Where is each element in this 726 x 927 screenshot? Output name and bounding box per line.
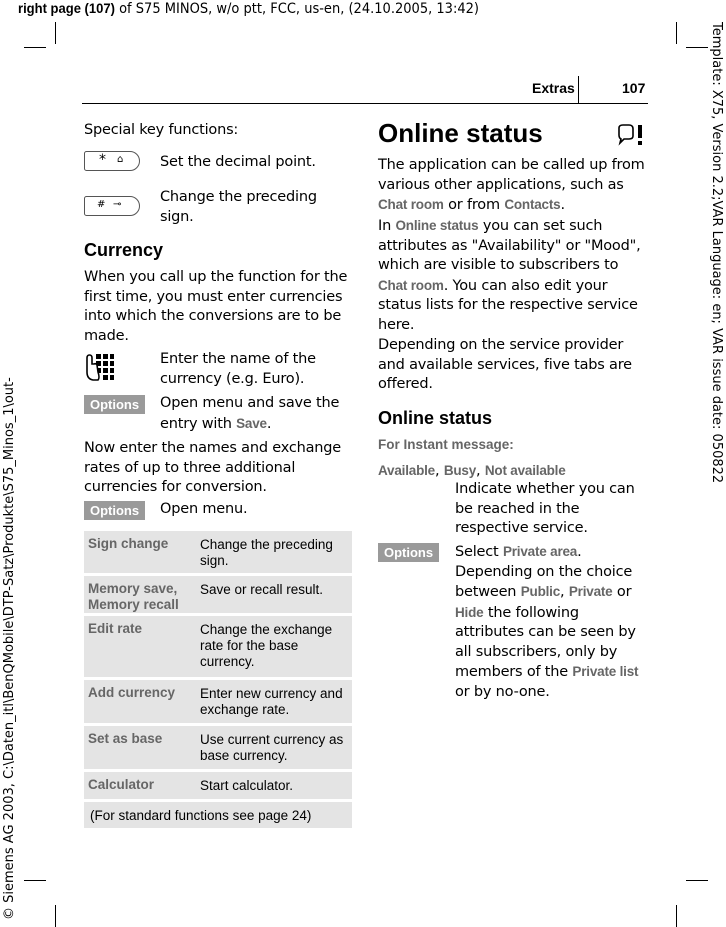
crop-mark xyxy=(55,905,56,927)
options-softkey[interactable]: Options xyxy=(84,395,145,414)
options-softkey[interactable]: Options xyxy=(84,501,145,520)
page-number: 107 xyxy=(622,80,646,96)
chat-bubble-icon xyxy=(616,124,644,146)
currency-heading: Currency xyxy=(84,240,164,260)
online-status-ref: Online status xyxy=(395,218,479,233)
hash-key-icon: # ⊸ xyxy=(84,196,140,216)
copyright-path: © Siemens AG 2003, C:\Daten_itl\BenQMobile\DTP-Satz\Produkte\S75_Minos_1\out- xyxy=(2,377,17,920)
contacts-ref: Contacts xyxy=(504,197,561,212)
availability-options: Available, Busy, Not available xyxy=(378,463,566,479)
key-desc: Change the preceding sign. xyxy=(160,189,317,225)
crop-mark xyxy=(676,905,677,927)
page-label: right page (107) xyxy=(18,0,115,16)
online-status-title: Online status xyxy=(378,118,543,148)
section-title: Extras xyxy=(532,80,575,96)
table-row: Set as base Use current currency as base currency. xyxy=(84,726,352,772)
online-status-subheading: Online status xyxy=(378,408,493,428)
instant-message-label: For Instant message: xyxy=(378,437,514,452)
menu-table xyxy=(84,531,352,831)
table-row: Add currency Enter new currency and exchange rate. xyxy=(84,680,352,726)
open-menu-save-desc: Open menu and save the entry with Save. xyxy=(160,395,340,432)
crop-mark xyxy=(686,47,708,48)
star-key-icon: * ⌂ xyxy=(84,151,140,171)
save-menu-item: Save xyxy=(236,415,267,431)
table-note: (For standard functions see page 24) xyxy=(84,802,352,831)
key-desc: Set the decimal point. xyxy=(160,154,316,170)
table-row: Edit rate Change the exchange rate for the base currency. xyxy=(84,616,352,680)
currency-intro: When you call up the function for the first time, you must enter currencies into which the conversions are to be made. xyxy=(84,269,348,344)
private-area-ref: Private area xyxy=(502,544,578,559)
special-keys-heading: Special key functions: xyxy=(84,122,239,138)
tabs-paragraph: Depending on the service provider and available services, five tabs are offered. xyxy=(378,337,632,392)
chat-room-ref: Chat room xyxy=(378,277,444,293)
header-divider xyxy=(578,76,579,103)
intro-paragraph: The application can be called up from various other applications, such as Chat room or from Contacts. xyxy=(378,157,645,213)
crop-mark xyxy=(55,22,56,44)
table-row: Memory save, Memory recall Save or recall result. xyxy=(84,576,352,616)
table-row: Sign change Change the preceding sign. xyxy=(84,531,352,576)
crop-mark xyxy=(676,22,677,44)
attributes-paragraph: In Online status you can set such attributes as "Availability" or "Mood", which are visible to subscribers to Chat room. You can also edit your status lists for the respective service here. xyxy=(378,218,641,333)
private-area-desc: Select Private area. Depending on the choice between Public, Private or Hide the following attributes can be seen by all subscribers, only by members of the Private list or by no-one. xyxy=(455,544,639,700)
indicate-desc: Indicate whether you can be reached in the respective service. xyxy=(455,481,635,536)
options-softkey[interactable]: Options xyxy=(378,543,439,562)
private-list-ref: Private list xyxy=(572,664,639,679)
enter-name-desc: Enter the name of the currency (e.g. Euro). xyxy=(160,351,316,387)
enter-more-text: Now enter the names and exchange rates of up to three additional currencies for conversion. xyxy=(84,440,342,495)
page-meta-line xyxy=(18,0,479,17)
crop-mark xyxy=(24,47,46,48)
keypad-icon xyxy=(84,352,114,382)
crop-mark xyxy=(24,880,46,881)
template-info: Template: X75, Version 2.2;VAR Language: en; VAR issue date: 050822 xyxy=(709,22,724,484)
open-menu-desc: Open menu. xyxy=(160,501,248,517)
page-meta: of S75 MINOS, w/o ptt, FCC, us-en, (24.10.2005, 13:42) xyxy=(119,1,479,17)
chat-room-ref: Chat room xyxy=(378,197,444,212)
table-row: Calculator Start calculator. xyxy=(84,772,352,802)
crop-mark xyxy=(686,880,708,881)
header-rule xyxy=(82,103,648,104)
